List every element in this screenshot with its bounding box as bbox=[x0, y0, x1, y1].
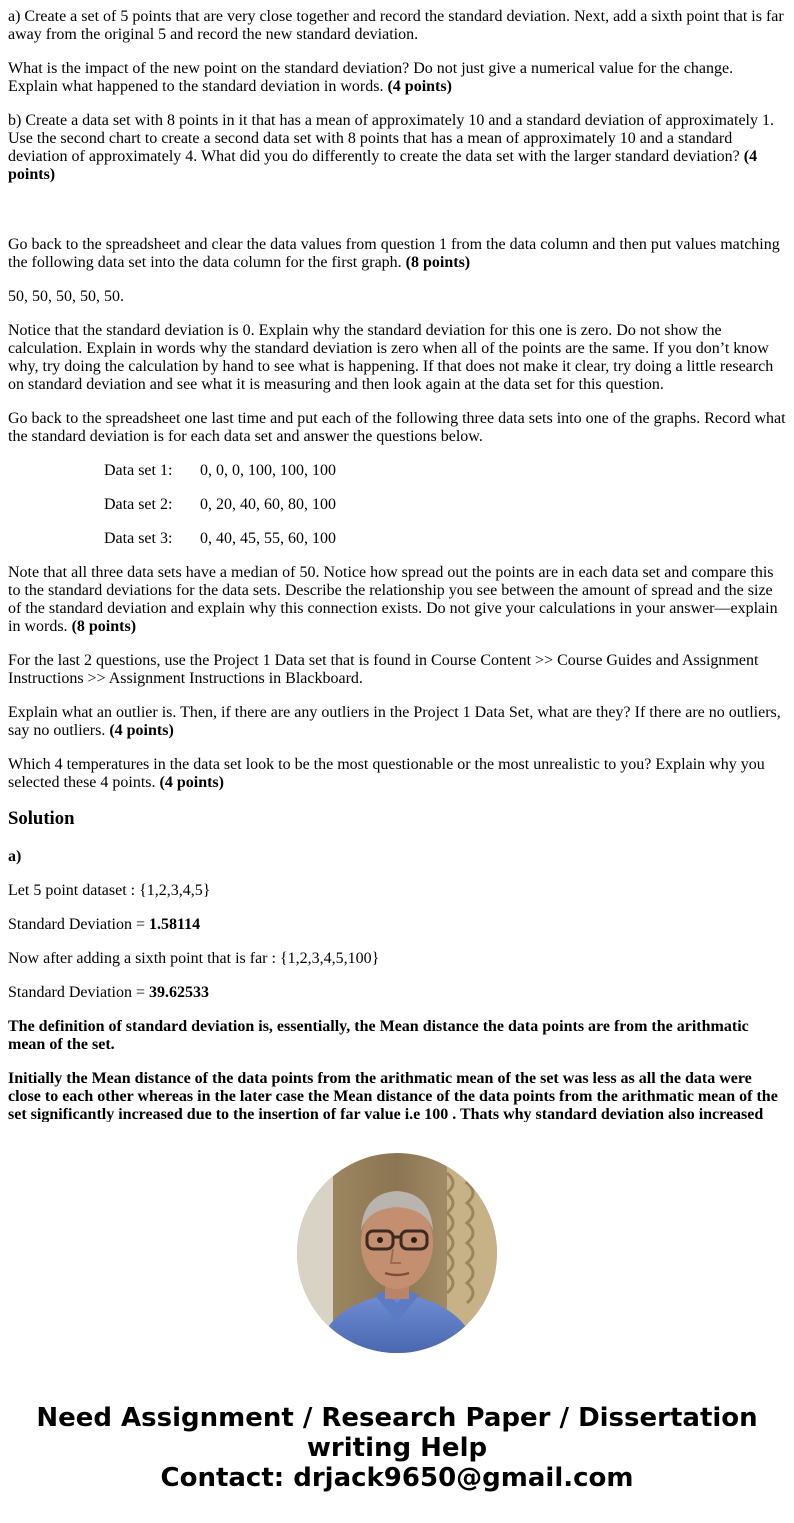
dataset-label: Data set 2: bbox=[104, 496, 173, 513]
dataset-row-2 bbox=[104, 496, 786, 514]
document-content bbox=[8, 8, 786, 1122]
dataset-row-1 bbox=[104, 462, 786, 480]
solution-sd-1: Standard Deviation = 1.58114 bbox=[8, 916, 201, 933]
points-badge: (8 points) bbox=[71, 618, 137, 635]
sd-value: 39.62533 bbox=[149, 984, 209, 1001]
portrait-photo bbox=[297, 1153, 497, 1353]
dataset-values: 0, 0, 0, 100, 100, 100 bbox=[200, 462, 336, 479]
question-5-temperatures: Which 4 temperatures in the data set look to be the most questionable or the most unrealistic to you? Explain why you selected these 4 points. (4 points) bbox=[8, 756, 765, 791]
solution-heading: Solution bbox=[8, 808, 75, 829]
question-4-intro: For the last 2 questions, use the Project 1 Data set that is found in Course Content >> Course Guides and Assignment Instructions >> Assignment Instructions in Blackboard. bbox=[8, 652, 759, 687]
dataset-label: Data set 1: bbox=[104, 462, 173, 479]
dataset-label: Data set 3: bbox=[104, 530, 173, 547]
solution-sd-2: Standard Deviation = 39.62533 bbox=[8, 984, 209, 1001]
solution-explanation: Initially the Mean distance of the data points from the arithmatic mean of the set was less as all the data were close to each other whereas in the later case the Mean distance of the data points from the arithmatic mean of the set significantly increased due to the insertion of far value i.e 100 . Thats why standard deviation also increased bbox=[8, 1070, 778, 1122]
promo-line-2: writing Help bbox=[306, 1433, 488, 1463]
dataset-values: 0, 40, 45, 55, 60, 100 bbox=[200, 530, 336, 547]
question-part-a-impact: What is the impact of the new point on the standard deviation? Do not just give a numerical value for the change. Explain what happened to the standard deviation in words. (4 points) bbox=[8, 60, 734, 95]
points-badge: (4 points) bbox=[109, 722, 174, 739]
dataset-row-3 bbox=[104, 530, 786, 548]
solution-dataset-6: Now after adding a sixth point that is far : {1,2,3,4,5,100} bbox=[8, 950, 380, 967]
question-part-b: b) Create a data set with 8 points in it that has a mean of approximately 10 and a standard deviation of approximately 1. Use the second chart to create a second data set with 8 points that has a mean of approximately 10 and a standard deviation of approximately 4. What did you do differently to create the data set with the larger standard deviation? (4 points) bbox=[8, 112, 774, 183]
question-2-dataset: 50, 50, 50, 50, 50. bbox=[8, 288, 124, 305]
points-badge: (4 points) bbox=[159, 774, 224, 791]
promo-contact: Contact: drjack9650@gmail.com bbox=[160, 1463, 634, 1493]
question-part-a: a) Create a set of 5 points that are very close together and record the standard deviation. Next, add a sixth point that is far away from the original 5 and record the new standard deviation. bbox=[8, 8, 784, 43]
question-4-outlier: Explain what an outlier is. Then, if there are any outliers in the Project 1 Data Set, what are they? If there are no outliers, say no outliers. (4 points) bbox=[8, 704, 781, 739]
sd-value: 1.58114 bbox=[149, 916, 201, 933]
solution-part-label: a) bbox=[8, 848, 22, 865]
question-2-explain: Notice that the standard deviation is 0. Explain why the standard deviation for this one is zero. Do not show the calculation. Explain in words why the standard deviation is zero when all of the points are the same. If you don’t know why, try doing the calculation by hand to see what is happening. If that does not make it clear, try doing a little research on standard deviation and see what it is measuring and then look again at the data set for this question. bbox=[8, 322, 774, 393]
points-badge: (4 points) bbox=[8, 148, 758, 183]
promo-line-1: Need Assignment / Research Paper / Dissertation bbox=[36, 1403, 758, 1433]
points-badge: (8 points) bbox=[405, 254, 471, 271]
solution-dataset-5: Let 5 point dataset : {1,2,3,4,5} bbox=[8, 882, 211, 899]
question-3-note: Note that all three data sets have a median of 50. Notice how spread out the points are in each data set and compare this to the standard deviations for the data sets. Describe the relationship you see between the amount of spread and the size of the standard deviation and explain why this connection exists. Do not give your calculations in your answer—explain in words. (8 points) bbox=[8, 564, 778, 635]
avatar bbox=[297, 1153, 497, 1353]
points-badge: (4 points) bbox=[387, 78, 452, 95]
solution-definition: The definition of standard deviation is, essentially, the Mean distance the data points are from the arithmatic mean of the set. bbox=[8, 1018, 749, 1053]
promo-banner bbox=[0, 1403, 794, 1493]
question-2-intro: Go back to the spreadsheet and clear the data values from question 1 from the data column and then put values matching the following data set into the data column for the first graph. (8 points) bbox=[8, 236, 780, 271]
dataset-values: 0, 20, 40, 60, 80, 100 bbox=[200, 496, 336, 513]
question-3-intro: Go back to the spreadsheet one last time and put each of the following three data sets into one of the graphs. Record what the standard deviation is for each data set and answer the questions below. bbox=[8, 410, 786, 445]
